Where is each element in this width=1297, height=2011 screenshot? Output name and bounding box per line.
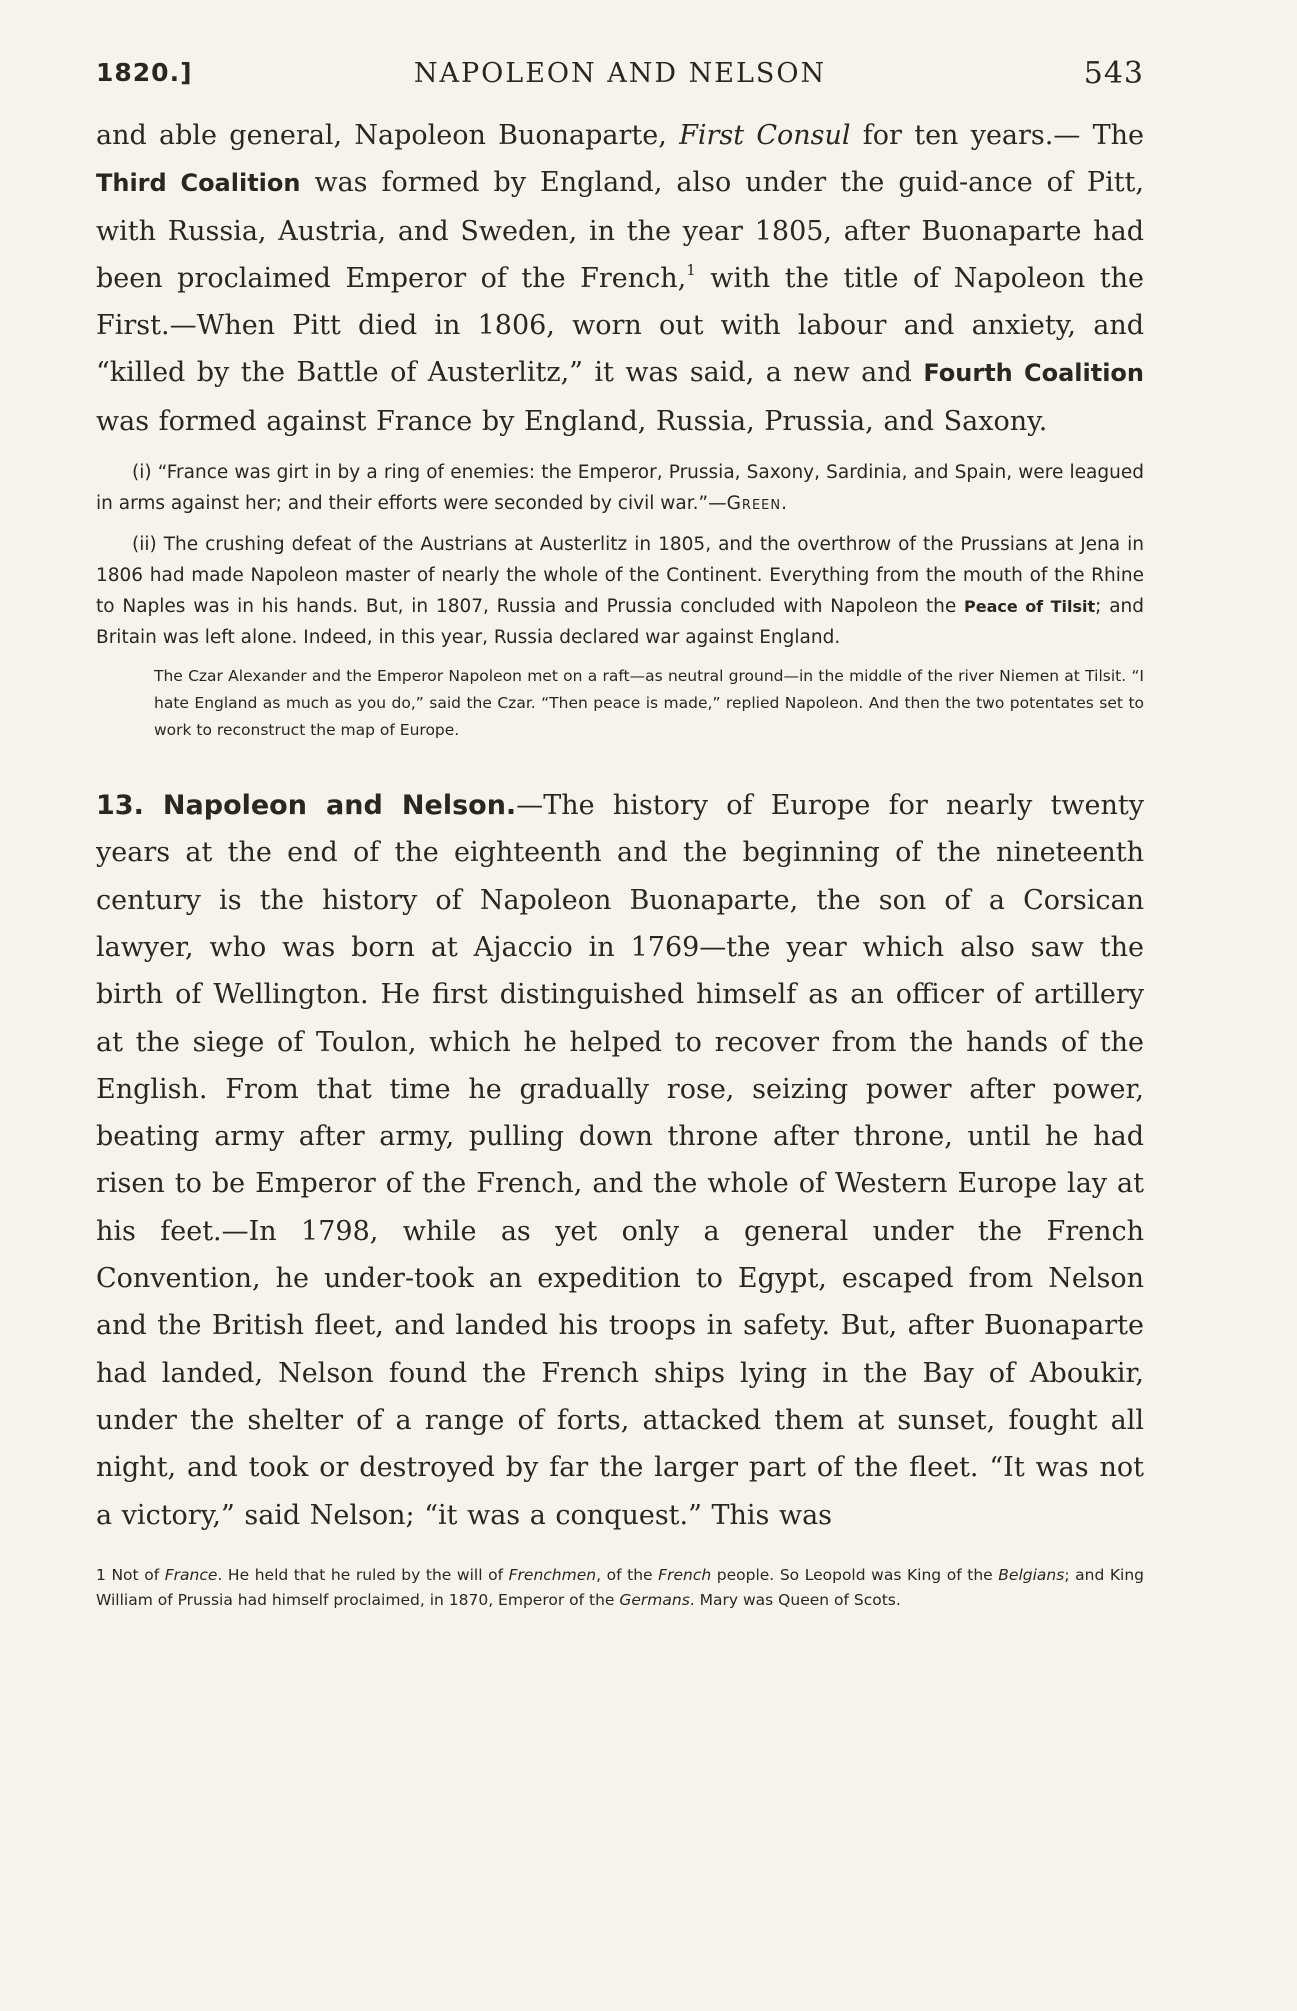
footnote-text-5: ; and King William of Prussia had himself proclaimed, in 1870, Emperor of the [96, 1565, 1145, 1609]
footnote-text-4: people. So Leopold was King of the [711, 1565, 999, 1584]
fourth-coalition-term: Fourth Coalition [923, 359, 1144, 388]
footnote [96, 1563, 1144, 1613]
section-13-text: —The history of Europe for nearly twenty years at the end of the eighteenth and the beginning of the nineteenth century is the history of Napoleon Buonaparte, the son of a Corsican lawyer, who was born at Ajaccio in 1769—the year which also saw the birth of Wellington. He first distinguished himself as an officer of artillery at the siege of Toulon, which he helped to recover from the hands of the English. From that time he gradually rose, seizing power after power, beating army after army, pulling down throne after throne, until he had risen to be Emperor of the French, and the whole of Western Europe lay at his feet.—In 1798, while as yet only a general under the French Convention, he under-took an expedition to Egypt, escaped from Nelson and the British fleet, and landed his troops in safety. But, after Buonaparte had landed, Nelson found the French ships lying in the Bay of Aboukir, under the shelter of a range of forts, attacked them at sunset, fought all night, and took or destroyed by far the larger part of the fleet. “It was not a victory,” said Nelson; “it was a conquest.” This was [96, 790, 1145, 1531]
intro-text-2: for ten years.— The [850, 120, 1145, 151]
footnote-france: France [164, 1565, 218, 1584]
intro-text-4: with the title of Napoleon the First.—When Pitt died in 1806, worn out with labour and anxiety, and “killed by the Battle of Austerlitz,” it was said, a new and [96, 262, 1144, 389]
page-number: 543 [1083, 56, 1144, 91]
footnote-text-2: . He held that he ruled by the will of [217, 1565, 509, 1584]
footnote-marker: 1 [686, 260, 696, 279]
footnote-text-6: . Mary was Queen of Scots. [689, 1590, 901, 1609]
intro-text-3: was formed by England, also under the guid-ance of Pitt, with Russia, Austria, and Sweden, in the year 1805, after Buonaparte had been proclaimed Emperor of the French, [96, 167, 1144, 294]
footnote-text-1: Not of [105, 1565, 165, 1584]
footnote-belgians: Belgians [998, 1565, 1065, 1584]
footnote-frenchmen: Frenchmen [508, 1565, 597, 1584]
intro-text-1: and able general, Napoleon Buonaparte, [96, 120, 680, 151]
intro-paragraph [96, 112, 1144, 445]
footnote-germans: Germans [619, 1590, 690, 1609]
running-head [96, 52, 1144, 92]
note-ii [96, 529, 1144, 653]
section-13-heading: 13. Napoleon and Nelson. [96, 790, 517, 822]
anecdote: The Czar Alexander and the Emperor Napoleon met on a raft—as neutral ground—in the middle of the river Niemen at Tilsit. “I hate England as much as you do,” said the Czar. “Then peace is made,” replied Napoleon. And then the two potentates set to work to reconstruct the map of Europe. [154, 667, 1144, 740]
note-i-author: Green. [726, 493, 788, 515]
intro-text-5: was formed against France by England, Russia, Prussia, and Saxony. [96, 405, 1048, 437]
first-consul-term: First Consul [679, 120, 851, 151]
footnote-number: 1 [96, 1565, 106, 1584]
note-ii-text-1: (ii) The crushing defeat of the Austrians at Austerlitz in 1805, and the overthrow of the Prussians at Jena in 1806 had made Napoleon master of nearly the whole of the Continent. Everything from the mouth of the Rhine to Naples was in his hands. But, in 1807, Russia and Prussia concluded with Napoleon the [96, 534, 1144, 618]
section-13 [96, 782, 1144, 1539]
peace-of-tilsit-term: Peace of Tilsit [964, 597, 1096, 617]
note-i [96, 457, 1144, 519]
third-coalition-term: Third Coalition [96, 169, 301, 198]
header-title: NAPOLEON AND NELSON [413, 58, 827, 89]
footnote-text-3: , of the [596, 1565, 659, 1584]
book-page [96, 52, 1144, 1613]
header-year: 1820.] [96, 58, 193, 87]
note-ii-text-2: ; and Britain was left alone. Indeed, in this year, Russia declared war against England. [96, 596, 1145, 649]
note-i-text: (i) “France was girt in by a ring of enemies: the Emperor, Prussia, Saxony, Sardinia, and Spain, were leagued in arms against her; and their efforts were seconded by civil war.”— [96, 462, 1144, 515]
footnote-french: French [658, 1565, 712, 1584]
